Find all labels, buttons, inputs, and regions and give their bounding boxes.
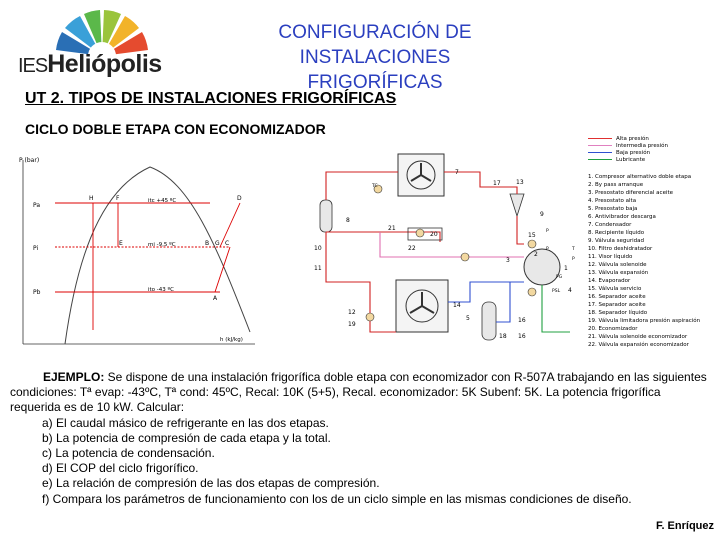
legend-item: 1. Compresor alternativo doble etapa: [588, 174, 692, 180]
tag-p-3: P: [572, 257, 575, 262]
legend-item: 8. Recipiente líquido: [588, 230, 645, 236]
legend-item: 6. Antivibrador descarga: [588, 214, 656, 220]
question-c: c) La potencia de condensación.: [42, 446, 215, 461]
schem-num-2: 2: [534, 251, 538, 258]
point-g: G: [215, 240, 220, 247]
legend-line-low: Baja presión: [588, 150, 650, 156]
title-line-2: FRIGORÍFICAS: [307, 72, 443, 93]
title-line-1: CONFIGURACIÓN DE INSTALACIONES: [278, 22, 472, 68]
legend-item: 22. Válvula expansión economizador: [588, 342, 689, 348]
point-d: D: [237, 195, 242, 202]
legend-item: 10. Filtro deshidratador: [588, 246, 653, 252]
legend-item: 7. Condensador: [588, 222, 632, 228]
p-level-pi: Pi: [33, 245, 39, 252]
legend-item: 20. Economizador: [588, 326, 638, 332]
oil-separator: [510, 194, 524, 216]
schem-num-1: 1: [564, 265, 568, 272]
schem-num-19: 19: [348, 321, 356, 328]
compressor: [524, 249, 560, 285]
legend-line-lubricant: Lubricante: [588, 157, 645, 163]
schem-num-12: 12: [348, 309, 356, 316]
example-heading: EJEMPLO:: [43, 370, 105, 384]
schem-num-16: 16: [518, 317, 526, 324]
legend-item: 3. Presostato diferencial aceite: [588, 190, 674, 196]
question-b: b) La potencia de compresión de cada etapa y la total.: [42, 430, 331, 445]
question-e: e) La relación de compresión de las dos etapas de compresión.: [42, 476, 380, 491]
example-intro-text: Se dispone de una instalación frigorífica doble etapa con economizador con R-507A trabajando en las siguientes condiciones: Tª evap: -43ºC, Tª cond: 45ºC, Recal: 10K (5+5), Recal. economizador: 5K Subenf: 5K. La potencia frigorífica requerida es de 10 kW. Calcular:: [10, 370, 707, 415]
legend-swatch: [588, 145, 612, 146]
liquid-receiver: [320, 200, 332, 232]
legend-item: 12. Válvula solenoide: [588, 262, 647, 268]
schem-num-17: 17: [493, 180, 501, 187]
logo-wordmark: [18, 50, 162, 79]
compression-line-2: [220, 203, 240, 247]
schem-num-20: 20: [430, 231, 438, 238]
schem-num-7: 7: [455, 169, 459, 176]
tag-t: T: [572, 247, 575, 252]
tag-tc: TC: [372, 184, 378, 189]
schem-num-4: 4: [568, 287, 572, 294]
question-d: d) El COP del ciclo frigorífico.: [42, 461, 199, 476]
schem-num-3: 3: [506, 257, 510, 264]
legend-item: 21. Válvula solenoide economizador: [588, 334, 688, 340]
valve-icon: [528, 288, 536, 296]
point-f: F: [116, 195, 120, 202]
logo-name: Heliópolis: [47, 50, 162, 78]
annotation-intermediate: mi -9,5 ºC: [148, 242, 176, 248]
p-level-pb: Pb: [33, 289, 41, 296]
legend-item: 17. Separador aceite: [588, 302, 646, 308]
schem-num-9: 9: [540, 211, 544, 218]
point-h: H: [89, 195, 94, 202]
example-intro: [10, 370, 710, 416]
logo-prefix: IES: [18, 55, 48, 77]
annotation-condensing: itc +45 ºC: [148, 198, 177, 204]
valve-icon: [528, 240, 536, 248]
valve-icon: [461, 253, 469, 261]
legend-item: 4. Presostato alta: [588, 198, 637, 204]
legend-item: 18. Separador líquido: [588, 310, 648, 316]
page-title: [205, 20, 545, 95]
section-subtitle: CICLO DOBLE ETAPA CON ECONOMIZADOR: [25, 121, 326, 137]
point-c: C: [225, 240, 230, 247]
legend-item: 11. Visor líquido: [588, 254, 633, 260]
p-axis-label: P (bar): [19, 157, 40, 164]
question-f: f) Compara los parámetros de funcionamiento con los de un ciclo simple en las mismas condiciones de diseño.: [42, 491, 632, 506]
legend-line-high: Alta presión: [588, 136, 649, 142]
legend-item: 15. Válvula servicio: [588, 286, 642, 292]
valve-icon: [416, 229, 424, 237]
legend-item: 2. By pass arranque: [588, 182, 644, 188]
tag-psl: PSL: [552, 289, 561, 294]
legend-item: 13. Válvula expansión: [588, 270, 649, 276]
legend-item: 16. Separador aceite: [588, 294, 646, 300]
legend-item: 14. Evaporador: [588, 278, 631, 284]
legend-line-intermediate: Intermedia presión: [588, 143, 668, 149]
tag-p-2: P: [546, 247, 549, 252]
schem-num-8: 8: [346, 217, 350, 224]
legend-swatch: [588, 159, 612, 160]
schem-num-22: 22: [408, 245, 416, 252]
point-a: A: [213, 295, 218, 302]
p-level-pa: Pa: [33, 202, 41, 209]
example-exercise: [10, 370, 710, 507]
valve-icon: [366, 313, 374, 321]
h-axis-label: h (kJ/kg): [220, 337, 243, 343]
liquid-separator: [482, 302, 496, 340]
legend-item: 9. Válvula seguridad: [588, 238, 644, 244]
legend-swatch: [588, 152, 612, 153]
legend-item: 5. Presostato baja: [588, 206, 638, 212]
tag-pg: PG: [556, 275, 563, 280]
legend-item: 19. Válvula limitadora presión aspiración: [588, 318, 701, 324]
point-e: E: [119, 240, 123, 247]
schem-num-11: 11: [314, 265, 322, 272]
schem-num-13: 13: [516, 179, 524, 186]
tag-p-1: P: [546, 229, 549, 234]
legend-swatch: [588, 138, 612, 139]
schem-num-16b: 16: [518, 333, 526, 340]
unit-title: UT 2. TIPOS DE INSTALACIONES FRIGORÍFICAS: [25, 90, 397, 107]
question-a: a) El caudal másico de refrigerante en las dos etapas.: [42, 415, 329, 430]
schem-num-14: 14: [453, 302, 461, 309]
schem-num-5: 5: [466, 315, 470, 322]
schem-num-21: 21: [388, 225, 396, 232]
schem-num-10: 10: [314, 245, 322, 252]
ph-diagram: [15, 152, 260, 352]
schem-num-18: 18: [499, 333, 507, 340]
author-name: F. Enríquez: [655, 520, 714, 532]
annotation-evaporating: ito -43 ºC: [148, 287, 174, 293]
point-b: B: [205, 240, 210, 247]
schem-num-15: 15: [528, 232, 536, 239]
